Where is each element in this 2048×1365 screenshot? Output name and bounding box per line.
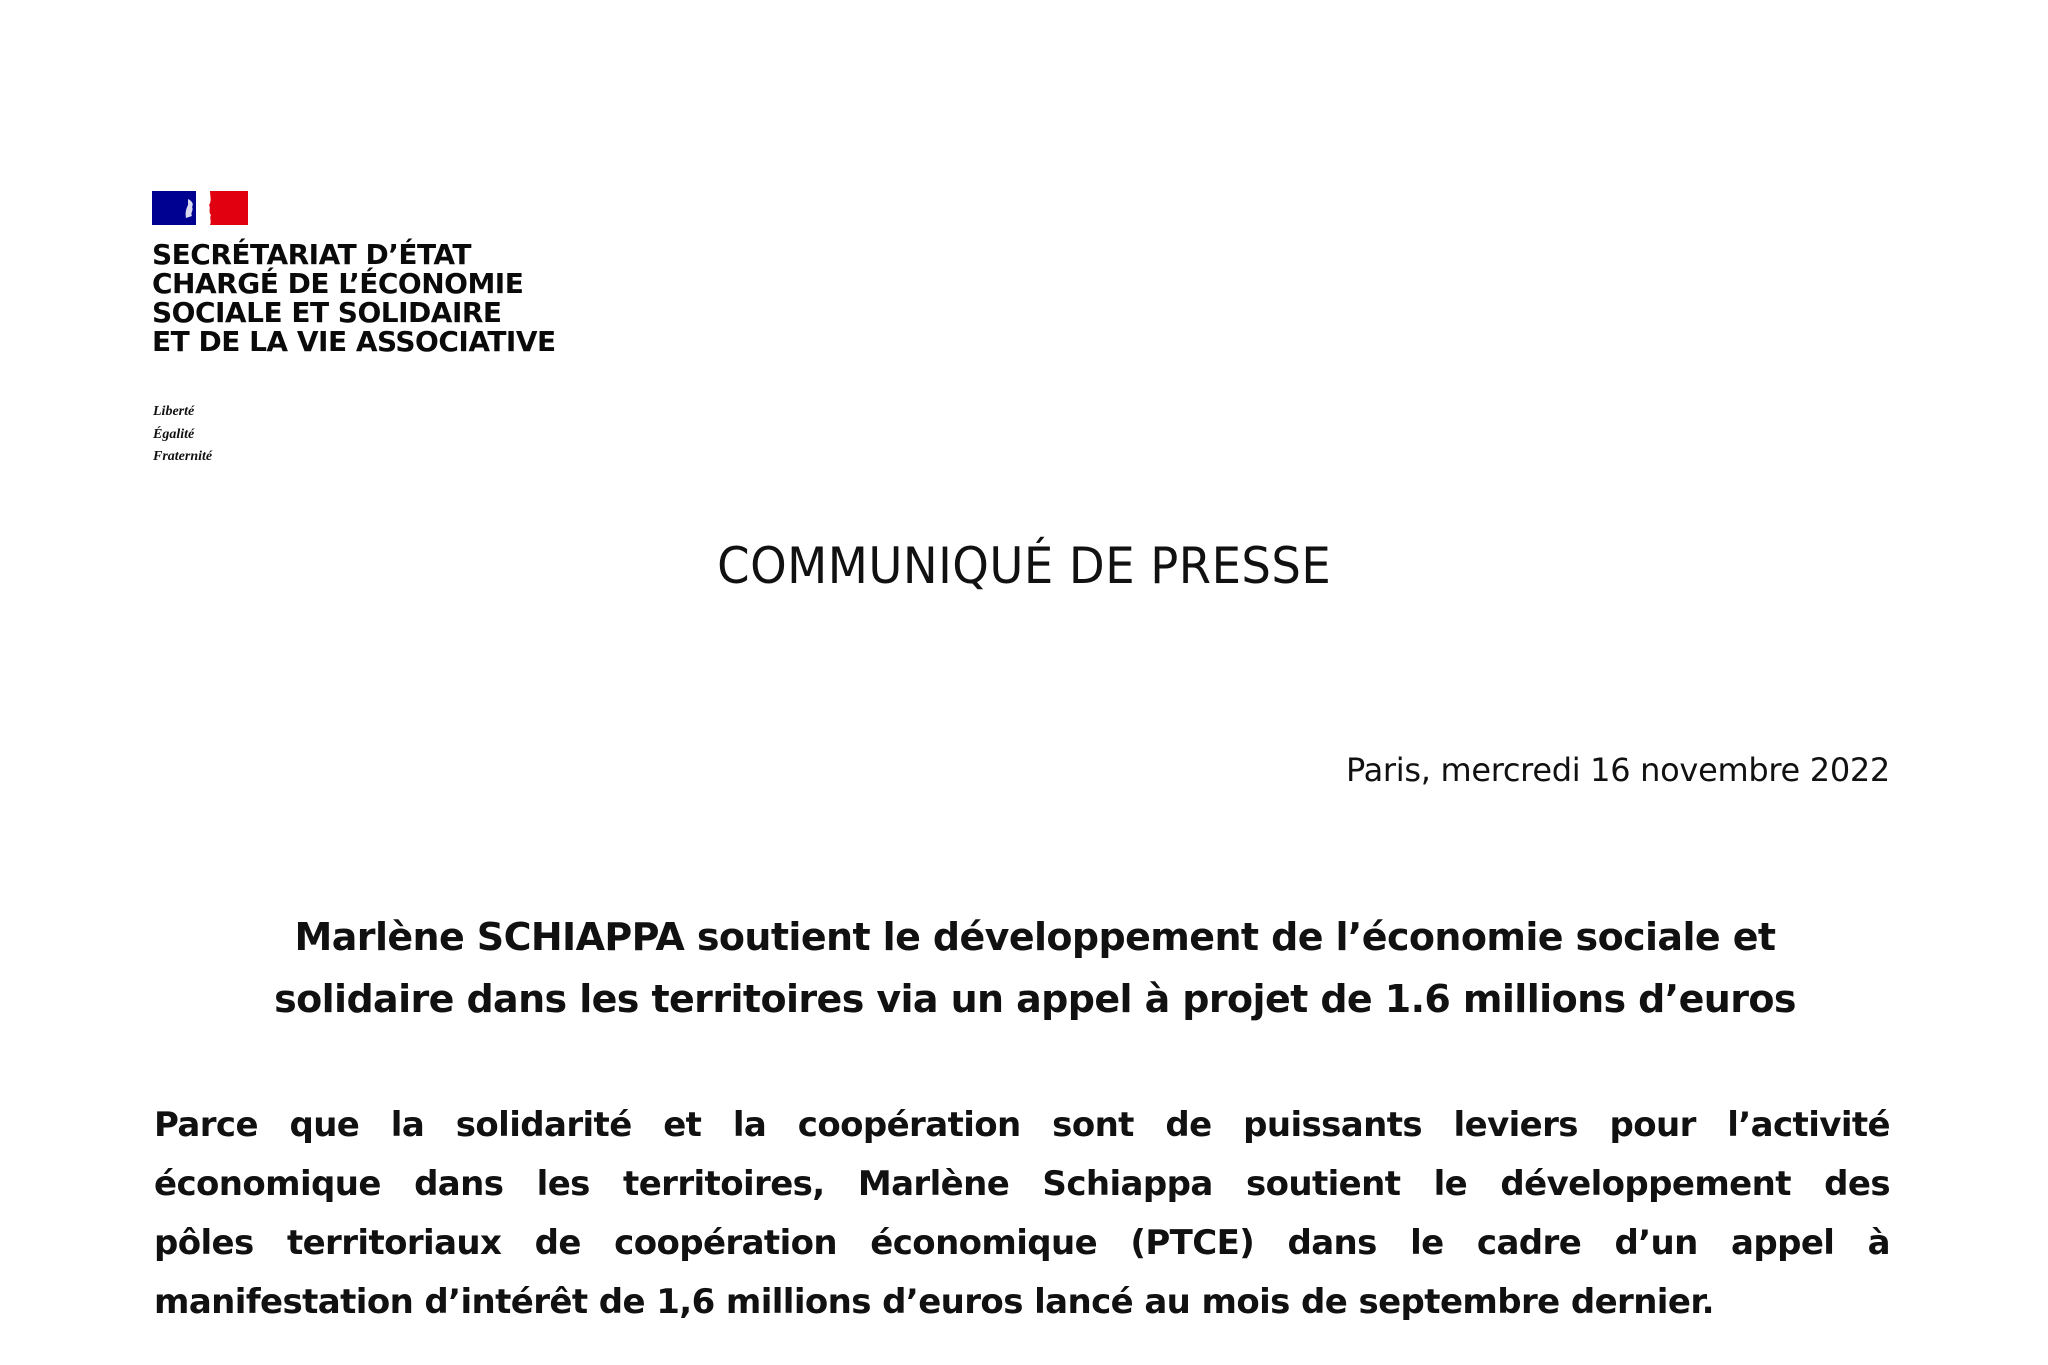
organization-line: ET DE LA VIE ASSOCIATIVE [152,325,556,358]
headline-line: solidaire dans les territoires via un appel à projet de 1.6 millions d’euros [274,977,1796,1021]
marianne-flag-icon [152,191,248,225]
lead-line: économique dans les territoires, Marlène Schiappa soutient le développement des [154,1164,1890,1204]
headline-line: Marlène SCHIAPPA soutient le développement de l’économie sociale et [294,915,1776,959]
organization-line: CHARGÉ DE L’ÉCONOMIE [152,267,524,300]
press-release-headline [170,906,1900,1030]
lead-line: manifestation d’intérêt de 1,6 millions d’euros lancé au mois de septembre dernier. [154,1282,1714,1322]
document-type-title: COMMUNIQUÉ DE PRESSE [717,537,1332,595]
lead-line: pôles territoriaux de coopération économique (PTCE) dans le cadre d’un appel à [154,1223,1890,1263]
motto-line: Égalité [153,426,195,442]
republic-motto [153,401,212,469]
dateline: Paris, mercredi 16 novembre 2022 [1346,751,1890,789]
motto-line: Liberté [153,404,195,419]
organization-line: SOCIALE ET SOLIDAIRE [152,296,502,329]
organization-line: SECRÉTARIAT D’ÉTAT [152,238,471,271]
lead-paragraph [154,1096,1890,1332]
organization-name [152,240,692,356]
lead-line: Parce que la solidarité et la coopération sont de puissants leviers pour l’activité [154,1105,1890,1145]
motto-line: Fraternité [153,449,213,464]
